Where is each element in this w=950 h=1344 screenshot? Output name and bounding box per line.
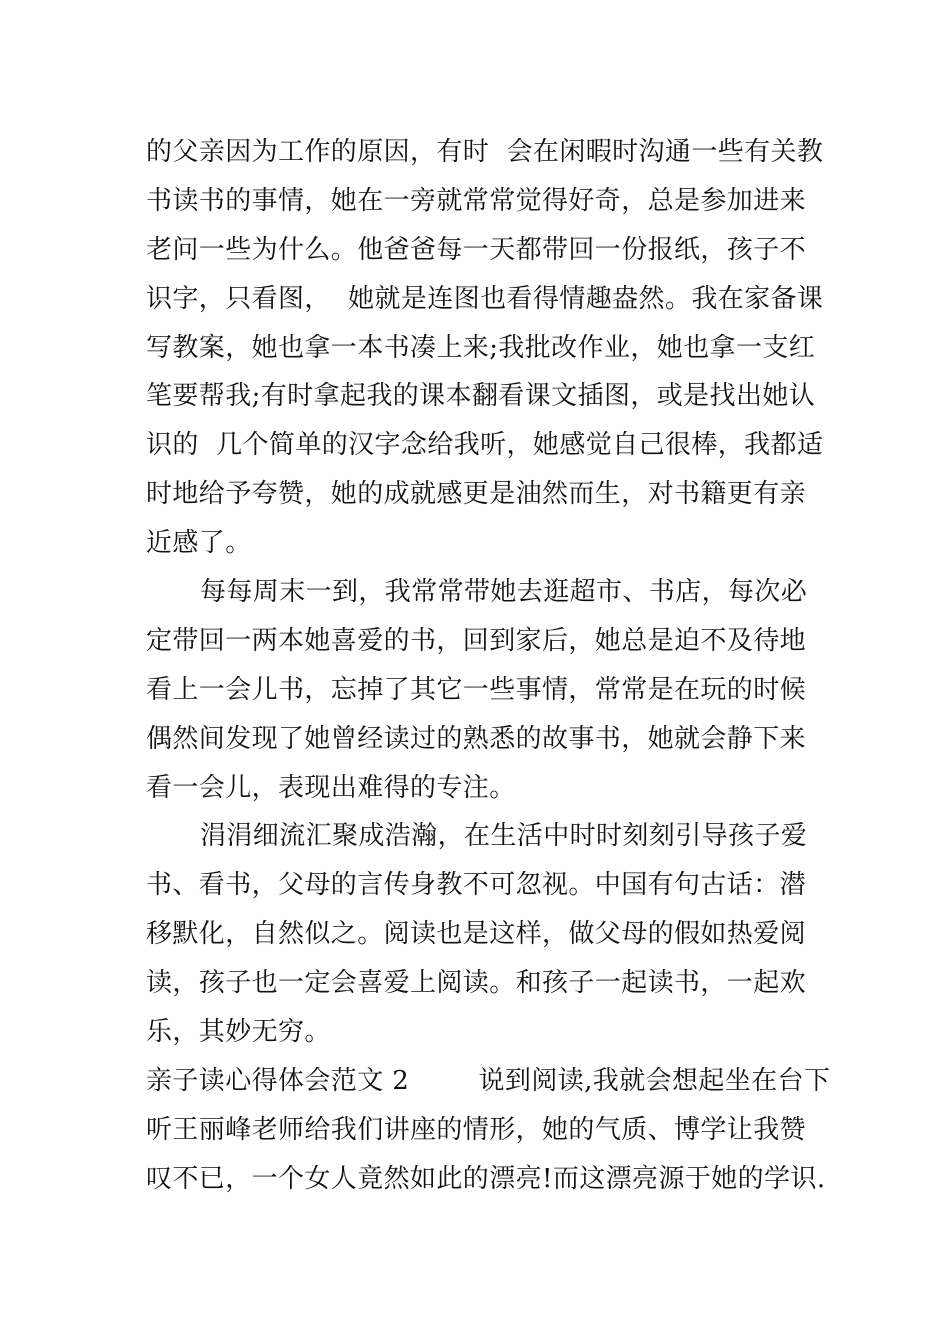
section-heading-line: 亲子读心得体会范文 2 说到阅读,我就会想起坐在台下 (146, 1065, 831, 1096)
text-line: 的父亲因为工作的原因，有时 会在闲暇时沟通一些有关教 (146, 137, 824, 167)
text-line: 识字，只看图， 她就是连图也看得情趣盎然。我在家备课 (146, 283, 824, 314)
text-line: 看上一会儿书，忘掉了其它一些事情，常常是在玩的时候 (146, 674, 807, 705)
text-line: 定带回一两本她喜爱的书，回到家后，她总是迫不及待地 (146, 625, 807, 656)
text-line: 偶然间发现了她曾经读过的熟悉的故事书，她就会静下来 (146, 723, 807, 754)
text-line: 识的 几个简单的汉字念给我听，她感觉自己很棒，我都适 (146, 430, 824, 461)
text-line: 移默化，自然似之。阅读也是这样，做父母的假如热爱阅 (146, 919, 807, 950)
document-body (146, 128, 831, 1204)
text-line: 叹不已，一个女人竟然如此的漂亮!而这漂亮源于她的学识. (146, 1163, 826, 1194)
text-line: 写教案，她也拿一本书凑上来;我批改作业，她也拿一支红 (146, 332, 816, 363)
text-line: 书、看书，父母的言传身教不可忽视。中国有句古话：潜 (146, 870, 807, 901)
text-line: 笔要帮我;有时拿起我的课本翻看课文插图，或是找出她认 (146, 381, 816, 412)
text-line: 看一会儿，表现出难得的专注。 (146, 772, 516, 803)
text-line: 时地给予夸赞，她的成就感更是油然而生，对书籍更有亲 (146, 479, 807, 510)
text-line: 书读书的事情，她在一旁就常常觉得好奇，总是参加进来 (146, 185, 807, 216)
text-line: 近感了。 (146, 528, 252, 559)
text-line: 听王丽峰老师给我们讲座的情形，她的气质、博学让我赞 (146, 1114, 807, 1145)
paragraph-first-line: 涓涓细流汇聚成浩瀚，在生活中时时刻刻引导孩子爱 (200, 821, 808, 852)
text-line: 读，孩子也一定会喜爱上阅读。和孩子一起读书，一起欢 (146, 968, 807, 999)
text-line: 乐，其妙无穷。 (146, 1017, 331, 1048)
paragraph-first-line: 每每周末一到，我常常带她去逛超市、书店，每次必 (200, 577, 808, 608)
text-line: 老问一些为什么。他爸爸每一天都带回一份报纸，孩子不 (146, 234, 807, 265)
